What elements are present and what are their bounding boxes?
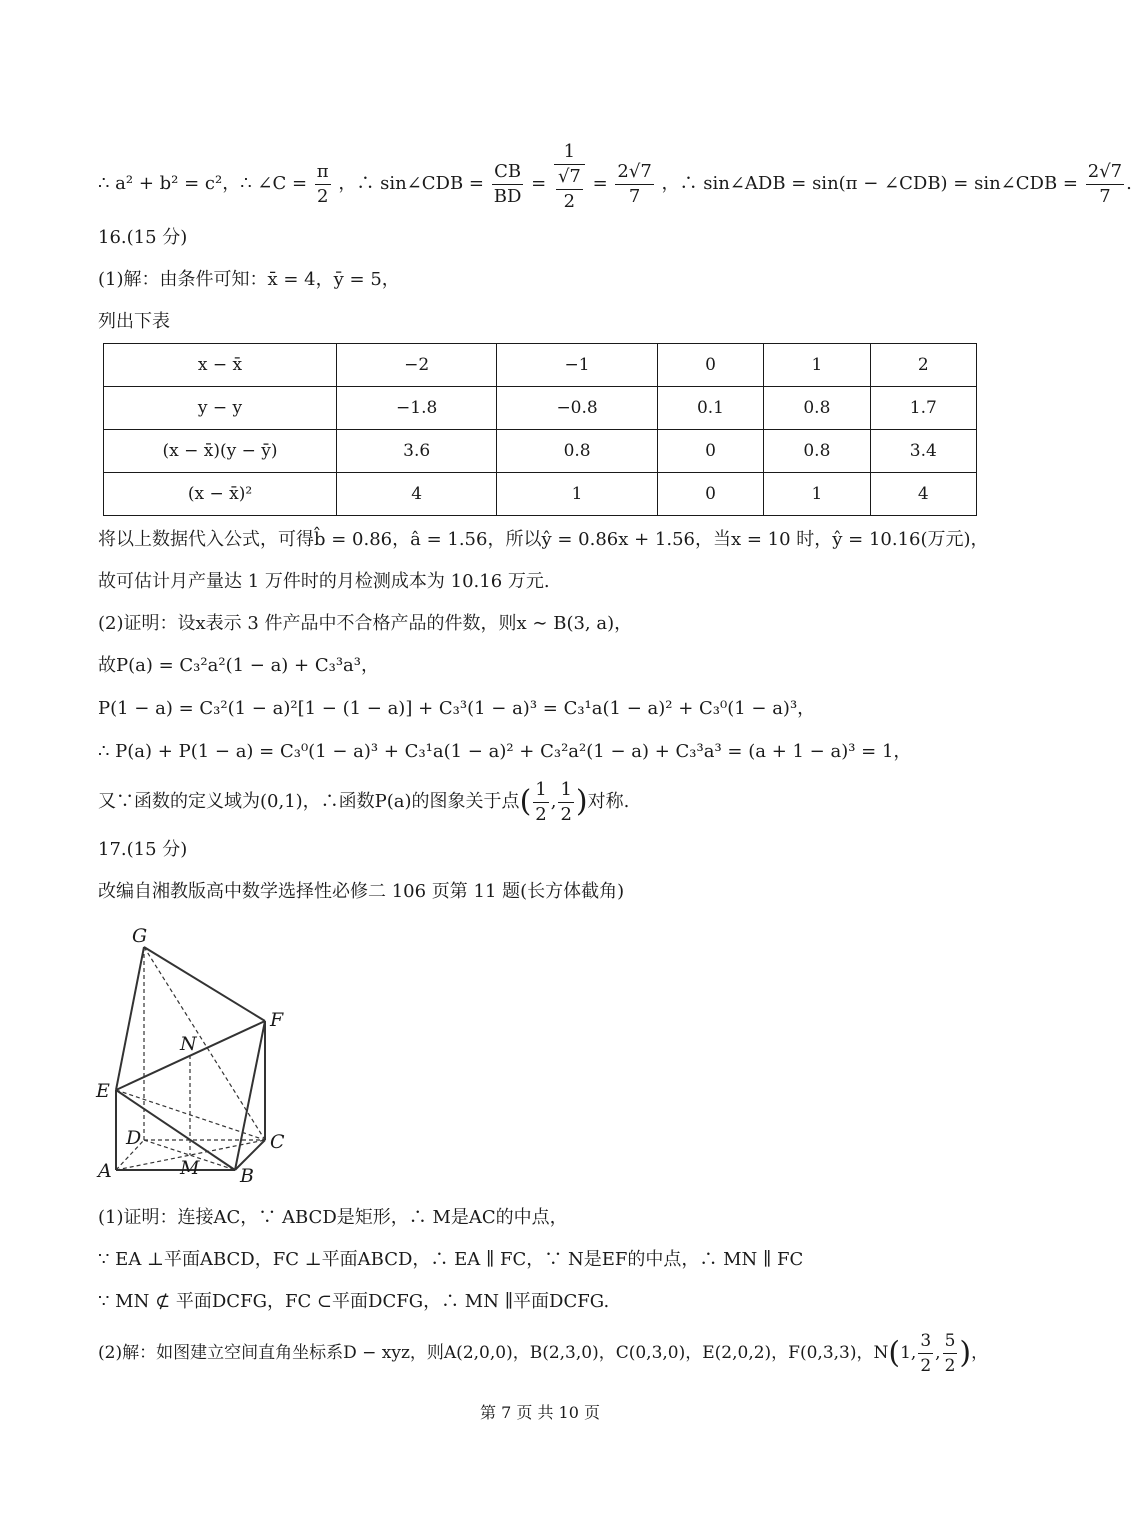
fraction: $\frac{\pi}{2}$ xyxy=(316,160,329,207)
q16-heading: 16.(15 分) xyxy=(98,227,188,248)
fraction: $\frac{1}{2}$ xyxy=(535,778,547,825)
label-G: G xyxy=(132,925,148,947)
table-cell: 0 xyxy=(657,473,763,516)
formula-text: ∴ a² + b² = c²，∴ ∠C = xyxy=(98,173,308,194)
table-cell: 0.8 xyxy=(764,430,870,473)
table-cell: (x − x̄)(y − ȳ) xyxy=(104,430,337,473)
formula-text: ，∴ sin∠ADB = sin(π − ∠CDB) = sin∠CDB = xyxy=(661,173,1079,194)
label-C: C xyxy=(270,1131,285,1153)
table-cell: y − y xyxy=(104,387,337,430)
q16-line-9: 又∵函数的定义域为(0,1)，∴函数P(a)的图象关于点( $\frac{1}{2}$ , $\frac{1}{2}$ )对称. xyxy=(98,778,630,825)
table-cell: 0.8 xyxy=(497,430,657,473)
table-cell: 0 xyxy=(657,344,763,387)
q17-line-4: (2)解：如图建立空间直角坐标系D − xyz，则A(2,0,0)，B(2,3,0)，C(0,3,0)，E(2,0,2)，F(0,3,3)，N(1, $\frac{3}{2}$ , $\frac{5}{2}$ )， xyxy=(98,1331,989,1376)
label-B: B xyxy=(240,1165,254,1187)
q17-source: 改编自湘教版高中数学选择性必修二 106 页第 11 题(长方体截角) xyxy=(98,881,625,902)
q16-line-9-text: 又∵函数的定义域为(0,1)，∴函数P(a)的图象关于点 xyxy=(98,791,520,812)
fraction: 1 √7 2 xyxy=(554,140,585,214)
formula-text: ，∴ sin∠CDB = xyxy=(338,173,484,194)
label-F: F xyxy=(270,1009,284,1031)
q17-line-4-text: (2)解：如图建立空间直角坐标系D − xyz，则A(2,0,0)，B(2,3,0)，C(0,3,0)，E(2,0,2)，F(0,3,3)，N xyxy=(98,1343,889,1363)
table-cell: 0 xyxy=(657,430,763,473)
q17-line-2: ∵ EA ⊥平面ABCD，FC ⊥平面ABCD，∴ EA ∥ FC，∵ N是EF的中点，∴ MN ∥ FC xyxy=(98,1249,804,1270)
q16-line-7: P(1 − a) = C₃²(1 − a)²[1 − (1 − a)] + C₃³(1 − a)³ = C₃¹a(1 − a)² + C₃⁰(1 − a)³， xyxy=(98,698,816,719)
table-cell: −0.8 xyxy=(497,387,657,430)
edge-GE xyxy=(116,947,144,1090)
label-A: A xyxy=(98,1160,112,1182)
table-cell: (x − x̄)² xyxy=(104,473,337,516)
q16-line-3: 将以上数据代入公式，可得b̂ = 0.86，â = 1.56，所以ŷ = 0.86x + 1.56，当x = 10 时，ŷ = 10.16(万元)， xyxy=(98,529,989,550)
table-cell: 2 xyxy=(870,344,976,387)
edge-GF xyxy=(144,947,265,1021)
table-cell: 1.7 xyxy=(870,387,976,430)
table-row xyxy=(104,430,977,473)
table-cell: 1 xyxy=(764,473,870,516)
label-M: M xyxy=(180,1157,200,1179)
page-footer: 第 7 页 共 10 页 xyxy=(480,1403,600,1422)
table-cell: 1 xyxy=(497,473,657,516)
solid-geometry-figure xyxy=(92,920,302,1185)
q17-heading: 17.(15 分) xyxy=(98,839,188,860)
table-cell: 0.1 xyxy=(657,387,763,430)
q17-line-1: (1)证明：连接AC，∵ ABCD是矩形，∴ M是AC的中点， xyxy=(98,1207,568,1228)
table-row xyxy=(104,473,977,516)
table-cell: 3.6 xyxy=(337,430,497,473)
data-table xyxy=(103,343,977,516)
q16-line-4: 故可估计月产量达 1 万件时的月检测成本为 10.16 万元. xyxy=(98,571,550,592)
fraction: $\frac{3}{2}$ xyxy=(920,1331,932,1376)
table-cell: 0.8 xyxy=(764,387,870,430)
q16-line-2: 列出下表 xyxy=(98,311,170,332)
label-D: D xyxy=(126,1127,142,1149)
q16-line-8: ∴ P(a) + P(1 − a) = C₃⁰(1 − a)³ + C₃¹a(1 − a)² + C₃²a²(1 − a) + C₃³a³ = (a + 1 − a)³ = 1， xyxy=(98,741,912,762)
table-cell: −1.8 xyxy=(337,387,497,430)
table-row xyxy=(104,344,977,387)
fraction: $\frac{5}{2}$ xyxy=(944,1331,956,1376)
table-cell: 1 xyxy=(764,344,870,387)
q16-line-5: (2)证明：设x表示 3 件产品中不合格产品的件数，则x ∼ B(3, a)， xyxy=(98,613,633,634)
table-cell: 4 xyxy=(870,473,976,516)
fraction: $\frac{CB}{BD}$ xyxy=(493,160,522,207)
edge-FB xyxy=(235,1021,265,1170)
table-cell: 3.4 xyxy=(870,430,976,473)
fraction: $\frac{1}{2}$ xyxy=(560,778,572,825)
q16-line-1: (1)解：由条件可知：x̄ = 4，ȳ = 5， xyxy=(98,269,400,290)
table-cell: −1 xyxy=(497,344,657,387)
table-cell: −2 xyxy=(337,344,497,387)
q16-line-6: 故P(a) = C₃²a²(1 − a) + C₃³a³， xyxy=(98,655,379,676)
q17-line-3: ∵ MN ⊄ 平面DCFG，FC ⊂平面DCFG，∴ MN ∥平面DCFG. xyxy=(98,1291,610,1312)
fraction: $\frac{2√7}{7}$ xyxy=(617,160,652,207)
table-cell: x − x̄ xyxy=(104,344,337,387)
label-N: N xyxy=(180,1033,197,1055)
table-cell: 4 xyxy=(337,473,497,516)
top-formula-line: ∴ a² + b² = c²，∴ ∠C = $\frac{\pi}{2}$ ，∴ sin∠CDB = $\frac{CB}{BD}$ = 1 √7 2 = $\frac{2√7}{7}$ ，∴ sin∠ADB = sin(π − ∠CDB) = sin∠CDB = $\frac{2√7}{7}$ . xyxy=(98,141,1132,212)
table-row xyxy=(104,387,977,430)
fraction: $\frac{2√7}{7}$ xyxy=(1087,160,1123,207)
label-E: E xyxy=(96,1080,110,1102)
